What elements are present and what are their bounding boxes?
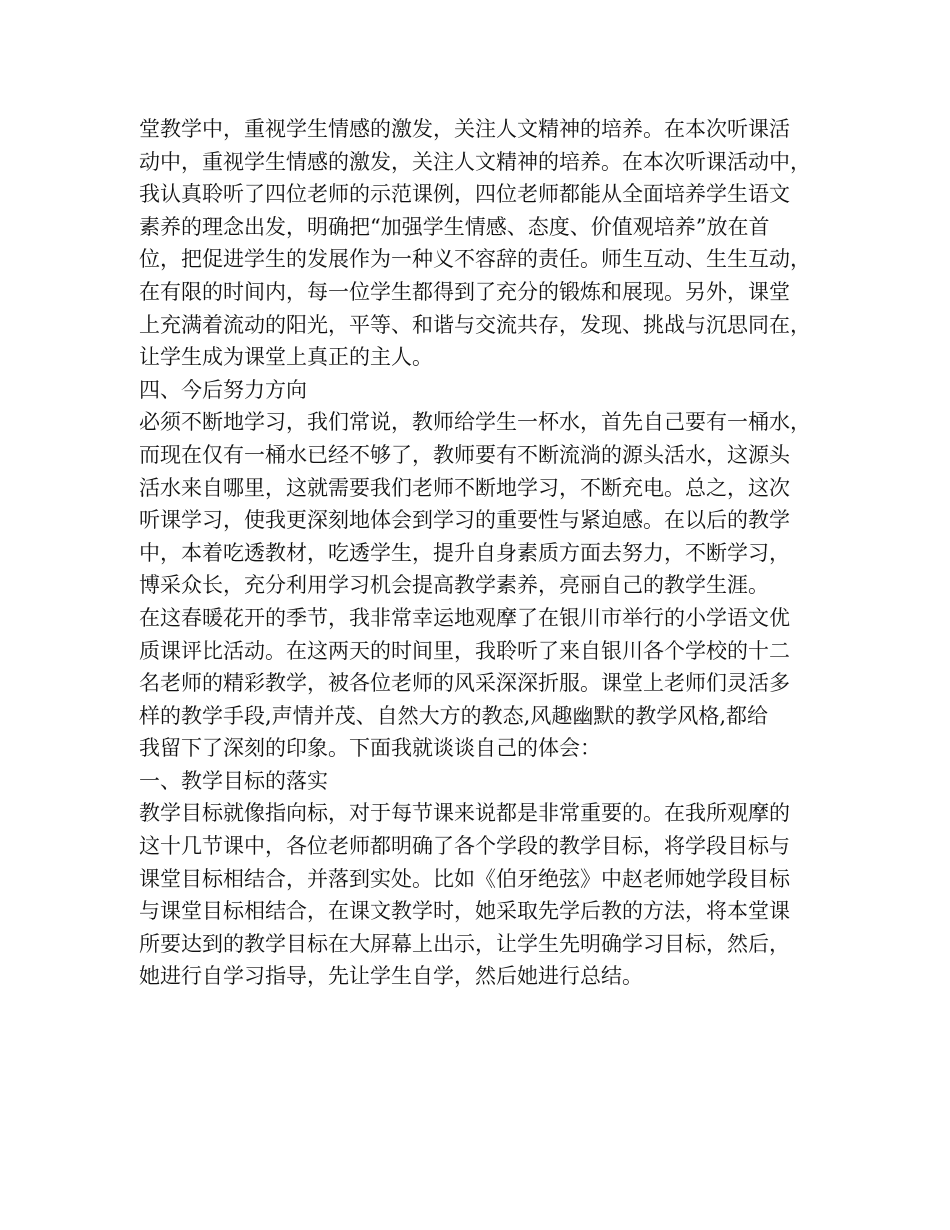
text-line: 名老师的精彩教学，被各位老师的风采深深折服。课堂上老师们灵活多: [139, 671, 790, 696]
text-line: 她进行自学习指导，先让学生自学，然后她进行总结。: [139, 964, 643, 989]
section-heading: 一、教学目标的落实: [139, 768, 328, 793]
text-line: 所要达到的教学目标在大屏幕上出示，让学生先明确学习目标，然后，: [139, 931, 790, 956]
text-line: 让学生成为课堂上真正的主人。: [139, 345, 433, 370]
text-line: 听课学习，使我更深刻地体会到学习的重要性与紧迫感。在以后的教学: [139, 508, 790, 533]
text-line: 在有限的时间内，每一位学生都得到了充分的锻炼和展现。另外，课堂: [139, 279, 790, 304]
text-line: 这十几节课中，各位老师都明确了各个学段的教学目标，将学段目标与: [139, 834, 790, 859]
text-line: 质课评比活动。在这两天的时间里，我聆听了来自银川各个学校的十二: [139, 638, 790, 663]
text-line: 我认真聆听了四位老师的示范课例，四位老师都能从全面培养学生语文: [139, 182, 790, 207]
text-line: 上充满着流动的阳光，平等、和谐与交流共存，发现、挑战与沉思同在，: [139, 312, 811, 337]
text-line: 动中，重视学生情感的激发，关注人文精神的培养。在本次听课活动中，: [139, 149, 811, 174]
text-line: 在这春暖花开的季节，我非常幸运地观摩了在银川市举行的小学语文优: [139, 605, 790, 630]
text-line: 素养的理念出发，明确把“加强学生情感、态度、价值观培养”放在首: [139, 214, 770, 239]
text-line: 必须不断地学习，我们常说，教师给学生一杯水，首先自己要有一桶水，: [139, 410, 811, 435]
text-line: 位，把促进学生的发展作为一种义不容辞的责任。师生互动、生生互动，: [139, 247, 811, 272]
text-line: 中，本着吃透教材，吃透学生，提升自身素质方面去努力，不断学习，: [139, 540, 790, 565]
text-line: 教学目标就像指向标，对于每节课来说都是非常重要的。在我所观摩的: [139, 801, 790, 826]
text-line: 堂教学中，重视学生情感的激发，关注人文精神的培养。在本次听课活: [139, 117, 790, 141]
text-line: 与课堂目标相结合，在课文教学时，她采取先学后教的方法，将本堂课: [139, 899, 790, 924]
text-line: 课堂目标相结合，并落到实处。比如《伯牙绝弦》中赵老师她学段目标: [139, 866, 790, 891]
section-heading: 四、今后努力方向: [139, 377, 307, 402]
document-page: [139, 113, 819, 993]
text-line: 样的教学手段,声情并茂、自然大方的教态,风趣幽默的教学风格,都给: [139, 703, 769, 728]
text-line: 我留下了深刻的印象。下面我就谈谈自己的体会：: [139, 736, 601, 761]
text-line: 而现在仅有一桶水已经不够了，教师要有不断流淌的源头活水，这源头: [139, 442, 790, 467]
text-line: 活水来自哪里，这就需要我们老师不断地学习，不断充电。总之，这次: [139, 475, 790, 500]
text-line: 博采众长，充分利用学习机会提高教学素养，亮丽自己的教学生涯。: [139, 573, 769, 598]
